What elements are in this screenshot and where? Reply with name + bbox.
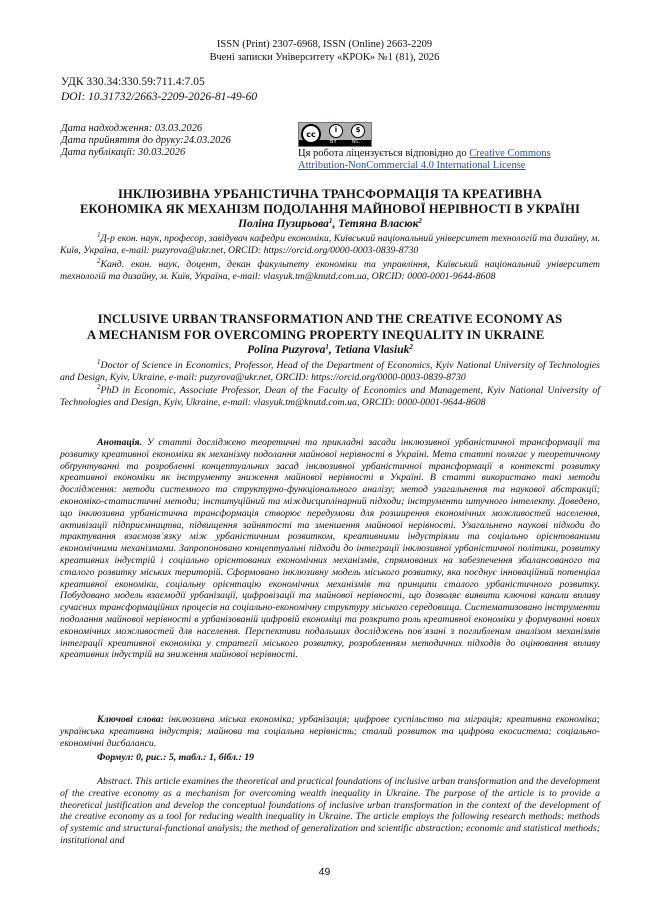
counts-text: Формул: 0, рис.: 5, табл.: 1, бібл.: 19 (97, 752, 255, 763)
license-link-continued[interactable]: Attribution-NonCommercial 4.0 International License (298, 160, 526, 171)
license-text (298, 148, 598, 160)
license-prefix: Ця робота ліцензується відповідно до (298, 148, 470, 159)
abstract-label: Abstract. (97, 776, 133, 787)
cc-icon: cc (301, 124, 321, 144)
license-link[interactable]: Creative Commons (469, 148, 551, 159)
aff-text: Doctor of Science in Economics, Professor, Head of the Department of Economics, Kyiv National University of Technologies and Design, Kyiv, Ukraine, e-mail: puzyrova@ukr.net, ORCID: https://orcid.org/0000-0003-0839-8730 (60, 360, 600, 384)
issn-line: ISSN (Print) 2307-6968, ISSN (Online) 2663-2209 (216, 39, 433, 50)
affiliation-1-ua (60, 233, 600, 258)
date-accepted: Дата прийняття до друку:24.03.2026 (61, 135, 231, 146)
title-en-line1: INCLUSIVE URBAN TRANSFORMATION AND THE CREATIVE ECONOMY AS (97, 312, 563, 326)
date-published: Дата публікації: 30.03.2026 (61, 147, 186, 158)
affiliation-2-ua (60, 259, 600, 284)
udc: УДК 330.34:330.59:711.4:7.05 (61, 76, 205, 88)
aff-text: PhD in Economic, Associate Professor, Dean of the Faculty of Economics and Management, Kyiv National University of Technologies and Design, Kyiv, Ukraine, e-mail: vlasyuk.tm@knutd.com.ua, ORCID: 0000-0001-9644-8608 (60, 385, 600, 409)
abstract-text: This article examines the theoretical and practical foundations of inclusive urban transformation and the development of the creative economy as a mechanism for overcoming wealth inequality in Ukraine. The purpose of the article is to provide a theoretical justification and develop the conceptual foundations of inclusive urban transformation in the context of the development of the creative economy as a tool for reducing wealth inequality in Ukraine. The article employs the following research methods: methods of systemic and structural-functional analysis; the method of generalization and scientific abstraction; economic and statistical methods; institutional and (60, 776, 600, 846)
author-2-ua: Тетяна Власюк (338, 218, 419, 230)
aff-text: Д-р екон. наук, професор, завідувач кафедри економіки, Київський національний університет технологій та дизайну, м. Київ, Україна, e-mail: puzyrova@ukr.net, ORCID: https://orcid.org/0000-0003-0839-8730 (60, 233, 600, 257)
aff-sup: 2 (97, 257, 101, 265)
annotation-ua (60, 437, 600, 661)
keywords-ua (60, 714, 600, 749)
author-1-en: Polina Puzyrova (247, 344, 326, 356)
license-link-line2 (298, 160, 598, 172)
keywords-label: Ключові слова: (97, 714, 164, 725)
nc-icon: $ (351, 124, 365, 138)
annotation-text: У статті досліджено теоретичні та прикладні засади інклюзивної урбаністичної трансформації та розвитку креативної економіки як механізму подолання майнової нерівності в Україні. Мета статті полягає у теоретичному обґрунтуванні та розробленні концептуальних засад інклюзивної урбаністичної трансформації в контексті розвитку креативної економіки як інструменту зниження майнової нерівності в Україні. В статті використано такі методи дослідження: методи системного та структурно-функціонального аналізу; метод узагальнення та наукової абстракції; економіко-статистичні методи; інституційний та міждисциплінарний підходи; інструменти штучного інтелекту. Доведено, що інклюзивна урбаністична трансформація створює передумови для розширення економічних можливостей населення, активізації підприємництва, підвищення зайнятості та зменшення майнової нерівності. Узагальнено наукові підходи до трактування взаємозв´язку між урбаністичним розвитком, креативними індустріями та соціально орієнтованими економічними механізмами. Запропоновано концептуальні підходи до інтеграції інклюзивної урбаністичної політики, розвитку креативних індустрій і соціально орієнтованих економічних механізмів, спрямованих на забезпечення збалансованого та сталого розвитку міських територій. Сформовано інклюзивну модель міського розвитку, яка поєднує інноваційний потенціал креативної економіки, соціальну орієнтацію економічних механізмів та принципи сталого урбаністичного розвитку. Побудовано модель взаємодії урбанізації, цифровізації та майнової нерівності, що дозволяє виявити ключові канали впливу сучасних трансформаційних процесів на соціально-економічну структуру міського середовища. Систематизовано інструменти подолання майнової нерівності в урбанізованій цифровій економіці та розкрито роль креативної економіки у формуванні нових економічних можливостей для населення. Перспективи подальших досліджень пов´язані з поглибленим аналізом механізмів інтеграції креативної економіки у стратегії міського розвитку, розробленням методичних підходів до оцінювання впливу креативних індустрій на зниження майнової нерівності. (60, 437, 600, 661)
affiliation-2-en (60, 385, 600, 410)
aff-sup: 2 (97, 383, 101, 391)
author-2-sup: 2 (409, 343, 413, 351)
author-1-sup: 1 (328, 217, 333, 225)
cc-license-badge[interactable] (298, 122, 372, 147)
journal-line: Вчені записки Університету «КРОК» №1 (81), 2026 (209, 52, 440, 63)
aff-sup: 1 (97, 231, 101, 239)
nc-label: NC (352, 139, 361, 145)
abstract-en (60, 776, 600, 847)
doi: DOI: 10.31732/2663-2209-2026-81-49-60 (61, 91, 258, 103)
aff-text: Канд. екон. наук, доцент, декан факультету економіки та управління, Київський національний університет технологій та дизайну, м. Київ, Україна, e-mail: vlasyuk.tm@knutd.com.ua, ORCID: 0000-0001-9644-8608 (60, 259, 600, 283)
by-label: BY (330, 139, 338, 145)
author-2-sup: 2 (418, 217, 422, 225)
author-1-ua: Поліна Пузирьова (238, 218, 329, 230)
title-en-line2: A MECHANISM FOR OVERCOMING PROPERTY INEQUALITY IN UKRAINE (87, 328, 545, 342)
counts-line (60, 752, 600, 764)
authors-en: Polina Puzyrova$^1$, Tetiana Vlasiuk$^2$ (247, 343, 413, 356)
keywords-text: інклюзивна міська економіка; урбанізація; цифрове суспільство та міграція; креативна економіка; українська креативна індустрія; майнова та соціальна нерівність; сталий розвиток та цифрова екосистема; соціально-економічні дисбаланси. (60, 714, 600, 749)
affiliation-1-en (60, 360, 600, 385)
author-1-sup: 1 (325, 343, 329, 351)
date-received: Дата надходження: 03.03.2026 (61, 123, 203, 134)
authors-ua: Поліна Пузирьова$^1$, Тетяна Власюк$^2$ (238, 217, 422, 230)
title-ua-line1: ІНКЛЮЗИВНА УРБАНІСТИЧНА ТРАНСФОРМАЦІЯ ТА КРЕАТИВНА (117, 187, 543, 201)
annotation-label: Анотація. (97, 437, 143, 448)
title-ua-line2: ЕКОНОМІКА ЯК МЕХАНІЗМ ПОДОЛАННЯ МАЙНОВОЇ НЕРІВНОСТІ В УКРАЇНІ (80, 202, 580, 216)
page-number: 49 (318, 866, 331, 878)
aff-sup: 1 (97, 358, 101, 366)
by-icon: i (329, 124, 343, 138)
author-2-en: Tetiana Vlasiuk (334, 344, 410, 356)
